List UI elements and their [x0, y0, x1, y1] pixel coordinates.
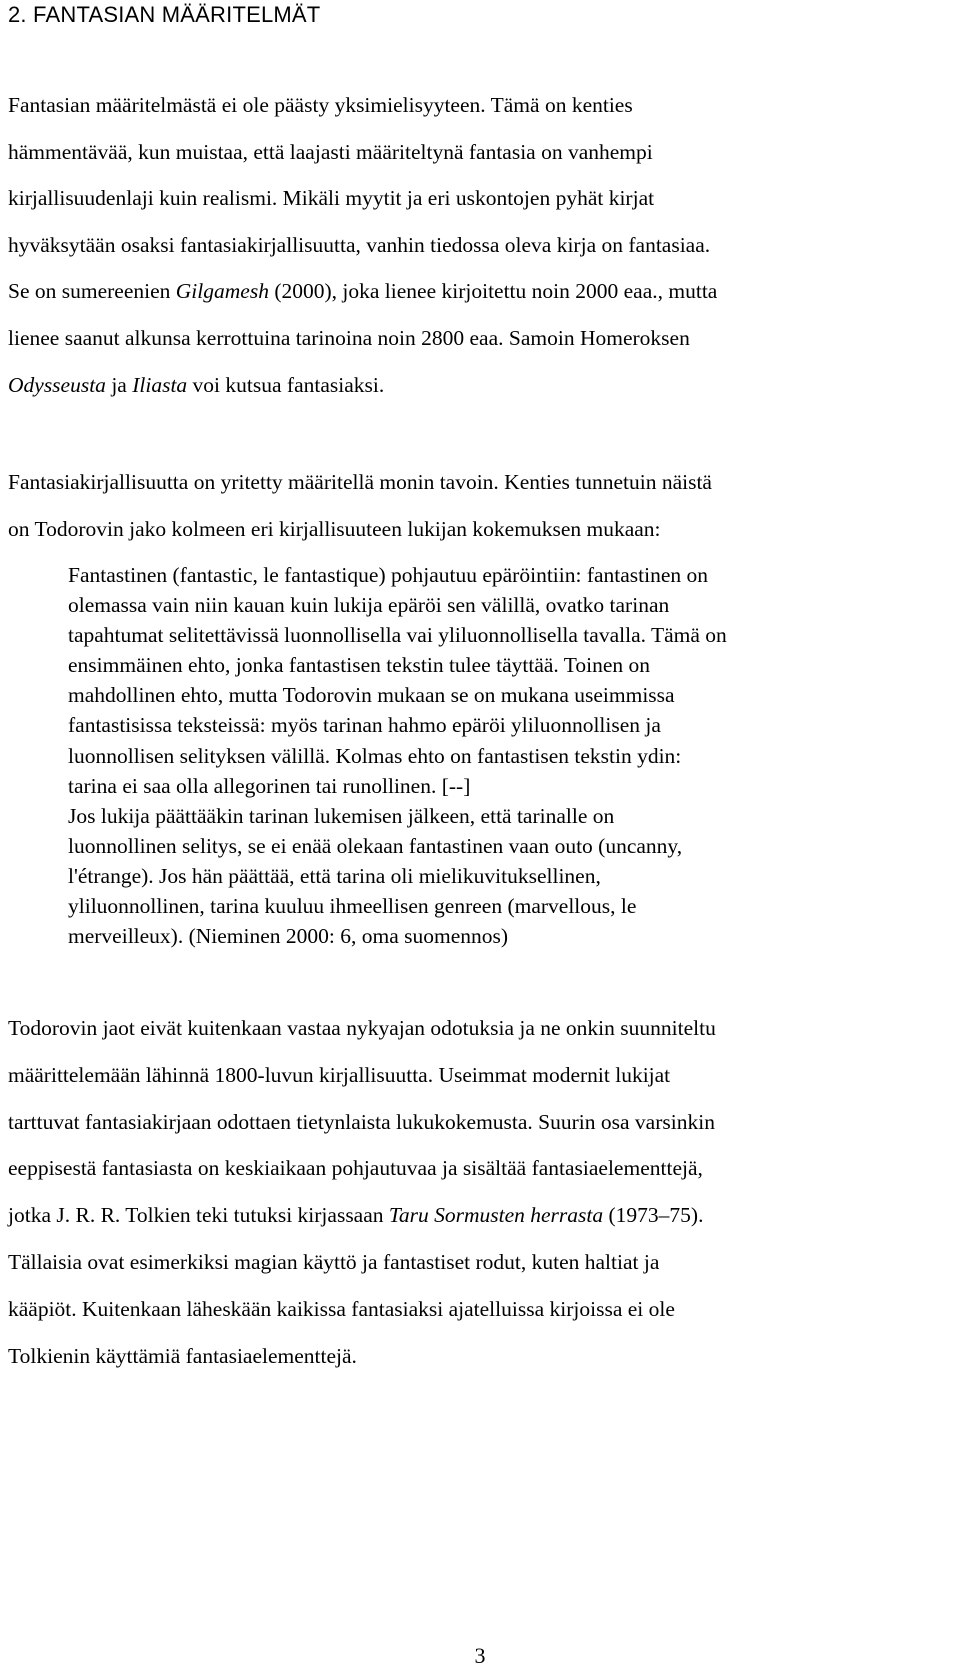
quote-line: fantastisissa teksteissä: myös tarinan hahmo epäröi yliluonnollisen ja: [68, 713, 661, 738]
book-title: Odysseusta: [8, 372, 106, 397]
text-line: hämmentävää, kun muistaa, että laajasti määriteltynä fantasia on vanhempi: [8, 139, 653, 164]
quote-line: luonnollisen selityksen välillä. Kolmas ehto on fantastisen tekstin ydin:: [68, 743, 682, 768]
text-line: lienee saanut alkunsa kerrottuina tarinoina noin 2800 eaa. Samoin Homeroksen: [8, 325, 690, 350]
page-number: 3: [474, 1643, 486, 1668]
text-line: kirjallisuudenlaji kuin realismi. Mikäli myytit ja eri uskontojen pyhät kirjat: [8, 186, 655, 211]
text-line: eeppisestä fantasiasta on keskiaikaan pohjautuvaa ja sisältää fantasiaelementtejä,: [8, 1156, 703, 1181]
text-line: Tolkienin käyttämiä fantasiaelementtejä.: [8, 1343, 357, 1368]
text-line: Todorovin jaot eivät kuitenkaan vastaa nykyajan odotuksia ja ne onkin suunniteltu: [8, 1016, 716, 1040]
quote-line: Fantastinen (fantastic, le fantastique) pohjautuu epäröintiin: fantastinen on: [68, 563, 709, 587]
text-line: tarttuvat fantasiakirjaan odottaen tietynlaista lukukokemusta. Suurin osa varsinkin: [8, 1109, 715, 1134]
text-segment: (2000), joka lienee kirjoitettu noin 2000 eaa., mutta: [268, 279, 718, 304]
text-line: määrittelemään lähinnä 1800-luvun kirjallisuutta. Useimmat modernit lukijat: [8, 1062, 671, 1087]
text-segment: voi kutsua fantasiaksi.: [187, 372, 385, 397]
text-line: kääpiöt. Kuitenkaan läheskään kaikissa fantasiaksi ajatelluissa kirjoissa ei ole: [8, 1296, 675, 1321]
paragraph-definition-intro: [8, 82, 958, 408]
text-line: on Todorovin jako kolmeen eri kirjallisuuteen lukijan kokemuksen mukaan:: [8, 516, 661, 541]
text-segment: Se on sumereenien: [8, 279, 176, 304]
text-line: [8, 362, 958, 409]
book-title: Gilgamesh: [175, 279, 269, 304]
text-segment: ja: [105, 372, 133, 397]
book-title: Iliasta: [132, 372, 188, 397]
paragraph-modern-fantasy: [8, 1005, 958, 1379]
text-segment: jotka J. R. R. Tolkien teki tutuksi kirjassaan: [8, 1203, 389, 1228]
text-line: hyväksytään osaksi fantasiakirjallisuutta, vanhin tiedossa oleva kirja on fantasiaa.: [8, 232, 711, 257]
quote-line: Jos lukija päättääkin tarinan lukemisen jälkeen, että tarinalle on: [68, 803, 615, 828]
text-line: [8, 1192, 958, 1239]
quote-line: ensimmäinen ehto, jonka fantastisen tekstin tulee täyttää. Toinen on: [68, 653, 651, 678]
text-line: Fantasiakirjallisuutta on yritetty määritellä monin tavoin. Kenties tunnetuin näistä: [8, 470, 712, 494]
text-line: Fantasian määritelmästä ei ole päästy yksimielisyyteen. Tämä on kenties: [8, 93, 633, 117]
quote-line: l'étrange). Jos hän päättää, että tarina oli mielikuvituksellinen,: [68, 863, 601, 888]
text-segment: (1973–75).: [603, 1203, 704, 1228]
block-quote: [68, 560, 956, 951]
quote-line: tarina ei saa olla allegorinen tai runollinen. [--]: [68, 773, 471, 798]
chapter-heading: 2. FANTASIAN MÄÄRITELMÄT: [8, 2, 321, 27]
quote-line: mahdollinen ehto, mutta Todorovin mukaan se on mukana useimmissa: [68, 683, 675, 708]
paragraph-todorov-intro: [8, 459, 958, 552]
text-line: [8, 268, 958, 315]
quote-line: yliluonnollinen, tarina kuuluu ihmeellisen genreen (marvellous, le: [68, 894, 637, 919]
quote-line: merveilleux). (Nieminen 2000: 6, oma suomennos): [68, 924, 509, 949]
text-line: Tällaisia ovat esimerkiksi magian käyttö ja fantastiset rodut, kuten haltiat ja: [8, 1249, 660, 1274]
quote-line: olemassa vain niin kauan kuin lukija epäröi sen välillä, ovatko tarinan: [68, 593, 670, 618]
book-title: Taru Sormusten herrasta: [388, 1203, 604, 1228]
quote-line: luonnollinen selitys, se ei enää olekaan fantastinen vaan outo (uncanny,: [68, 833, 683, 858]
quote-line: tapahtumat selitettävissä luonnollisella vai yliluonnollisella tavalla. Tämä on: [68, 623, 727, 648]
